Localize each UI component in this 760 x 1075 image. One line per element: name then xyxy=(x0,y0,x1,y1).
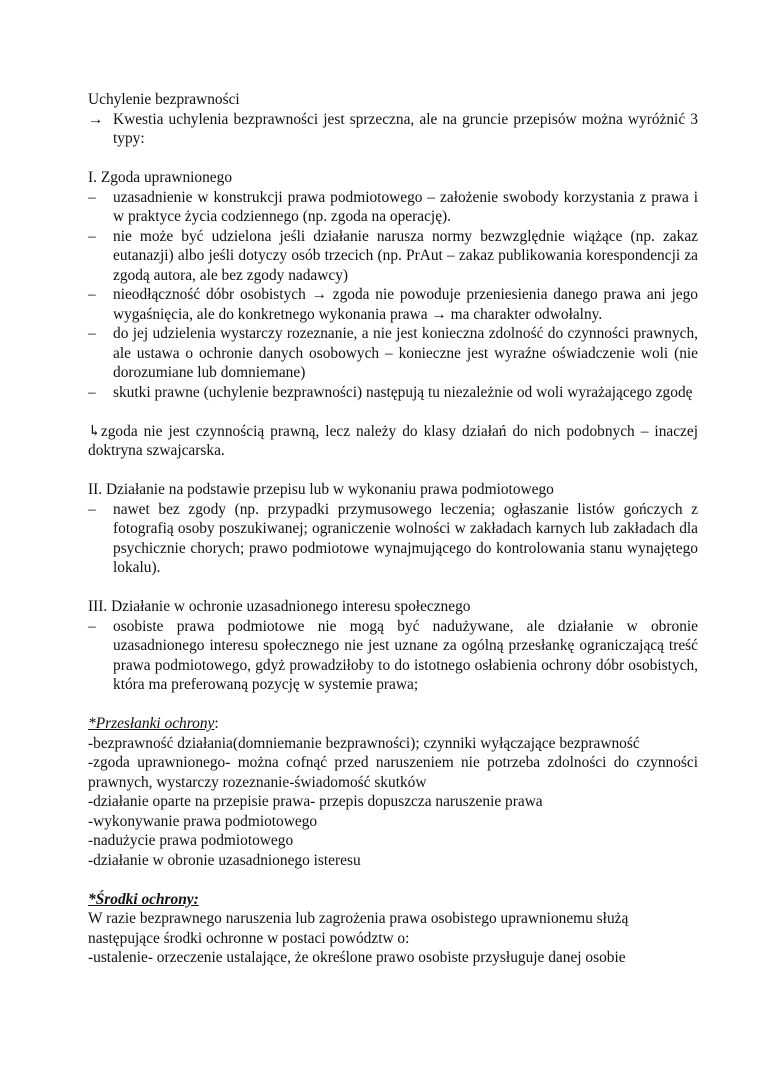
przeslanki-line: -bezprawność działania(domniemanie bezprawności); czynniki wyłączające bezprawność xyxy=(88,734,640,752)
list-item: – nawet bez zgody (np. przypadki przymusowego leczenia; ogłaszanie listów gończych z fotografią osoby poszukiwanej; ograniczenie wolności w zakładach karnych lub zakładach dla psychicznie chorych; prawo podmiotowe wynajmującego do kontrolowania stanu wynajętego lokalu). xyxy=(88,500,698,576)
document-title: Uchylenie bezprawności xyxy=(88,91,240,108)
return-arrow-icon: ↳ xyxy=(88,422,101,440)
list-item: – nieodłączność dóbr osobistych → zgoda nie powoduje przeniesienia danego prawa ani jego wygaśnięcia, ale do konkretnego wykonania prawa → ma charakter odwołalny. xyxy=(88,286,698,323)
arrow-icon: → xyxy=(88,110,104,128)
dash-icon: – xyxy=(88,383,96,401)
przeslanki-line: -działanie w obronie uzasadnionego isteresu xyxy=(88,851,361,869)
list-item: – osobiste prawa podmiotowe nie mogą być nadużywane, ale działanie w obronie uzasadnionego interesu społecznego nie jest uznane za ogólną przesłankę ograniczającą treść prawa podmiotowego, gdyż prowadziłoby to do istotnego osłabienia ochrony dóbr osobistych, która ma preferowaną pozycję w systemie prawa; xyxy=(88,617,698,693)
przeslanki-line: -wykonywanie prawa podmiotowego xyxy=(88,812,318,830)
section-2-heading: II. Działanie na podstawie przepisu lub w wykonaniu prawa podmiotowego xyxy=(88,481,554,498)
dash-icon: – xyxy=(88,617,96,635)
dash-icon: – xyxy=(88,286,96,303)
przeslanki-line: -nadużycie prawa podmiotowego xyxy=(88,832,294,849)
list-item: – do jej udzielenia wystarczy rozeznanie, a nie jest konieczna zdolność do czynności prawnych, ale ustawa o ochronie danych osobowych – konieczne jest wyraźne oświadczenie woli (nie dorozumiane lub domniemane) xyxy=(88,325,698,381)
section-1-note: ↳zgoda nie jest czynnością prawną, lecz należy do klasy działań do nich podobnych – inaczej doktryna szwajcarska. xyxy=(88,422,698,459)
przeslanki-line: -działanie oparte na przepisie prawa- przepis dopuszcza naruszenie prawa xyxy=(88,793,543,810)
dash-icon: – xyxy=(88,227,96,245)
dash-icon: – xyxy=(88,500,96,518)
list-item: – nie może być udzielona jeśli działanie narusza normy bezwzględnie wiążące (np. zakaz eutanazji) albo jeśli dotyczy osób trzecich (np. PrAut – zakaz publikowania korespondencji za zgodą autora, ale bez zgody nadawcy) xyxy=(88,227,698,284)
srodki-intro: W razie bezprawnego naruszenia lub zagrożenia prawa osobistego uprawnionemu służą następujące środki ochronne w postaci powództw o: xyxy=(88,910,629,947)
section-3-heading: III. Działanie w ochronie uzasadnionego interesu społecznego xyxy=(88,598,471,615)
przeslanki-line: -zgoda uprawnionego- można cofnąć przed naruszeniem nie potrzeba zdolności do czynności prawnych, wystarczy rozeznanie-świadomość skutków xyxy=(88,754,698,791)
dash-icon: – xyxy=(88,188,96,206)
document-page xyxy=(88,90,698,968)
list-item: – uzasadnienie w konstrukcji prawa podmiotowego – założenie swobody korzystania z prawa i w praktyce życia codziennego (np. zgoda na operację). xyxy=(88,188,698,225)
list-item: – skutki prawne (uchylenie bezprawności) następują tu niezależnie od woli wyrażającego zgodę xyxy=(88,383,693,401)
intro-paragraph: → Kwestia uchylenia bezprawności jest sprzeczna, ale na gruncie przepisów można wyróżnić 3 typy: xyxy=(88,110,698,147)
section-1-list xyxy=(88,188,698,403)
przeslanki-heading: *Przesłanki ochrony: xyxy=(88,715,219,732)
section-1-heading: I. Zgoda uprawnionego xyxy=(88,169,233,186)
srodki-line: -ustalenie- orzeczenie ustalające, że określone prawo osobiste przysługuje danej osobie xyxy=(88,949,626,966)
dash-icon: – xyxy=(88,325,96,342)
srodki-heading: *Środki ochrony: xyxy=(88,890,199,908)
